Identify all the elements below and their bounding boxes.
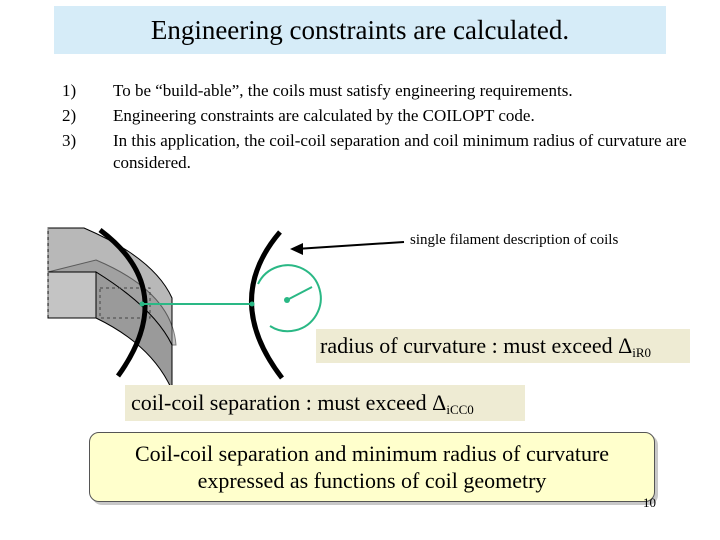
separation-label-subscript: iCC0 xyxy=(446,402,474,417)
item-number: 3) xyxy=(62,131,77,150)
separation-endpoint-right xyxy=(250,302,255,307)
radius-constraint-label xyxy=(316,329,690,363)
title-text: Engineering constraints are calculated. xyxy=(150,14,570,45)
page-number: 10 xyxy=(643,495,656,510)
separation-constraint-label xyxy=(125,385,525,421)
radius-label-subscript: iR0 xyxy=(632,345,652,360)
summary-line-2: expressed as functions of coil geometry xyxy=(197,468,547,493)
filament-callout-label: single filament description of coils xyxy=(410,232,619,248)
summary-line-1: Coil-coil separation and minimum radius of curvature xyxy=(134,441,610,466)
radius-label-text: radius of curvature : must exceed Δ xyxy=(320,333,633,358)
coil-3d-block xyxy=(48,228,176,390)
separation-endpoint-left xyxy=(140,302,145,307)
summary-box xyxy=(89,432,655,502)
coil-filament-right xyxy=(251,232,282,378)
radius-center-dot xyxy=(284,297,290,303)
item-text: In this application, the coil-coil separation and coil minimum radius of curvature are considered. xyxy=(113,131,687,172)
radius-line xyxy=(287,287,312,300)
callout-arrow xyxy=(290,242,404,255)
separation-label-text: coil-coil separation : must exceed Δ xyxy=(131,390,447,415)
item-number: 2) xyxy=(62,106,77,125)
item-text: To be “build-able”, the coils must satisfy engineering requirements. xyxy=(113,81,573,100)
item-text: Engineering constraints are calculated by the COILOPT code. xyxy=(113,106,535,125)
item-number: 1) xyxy=(62,81,77,100)
